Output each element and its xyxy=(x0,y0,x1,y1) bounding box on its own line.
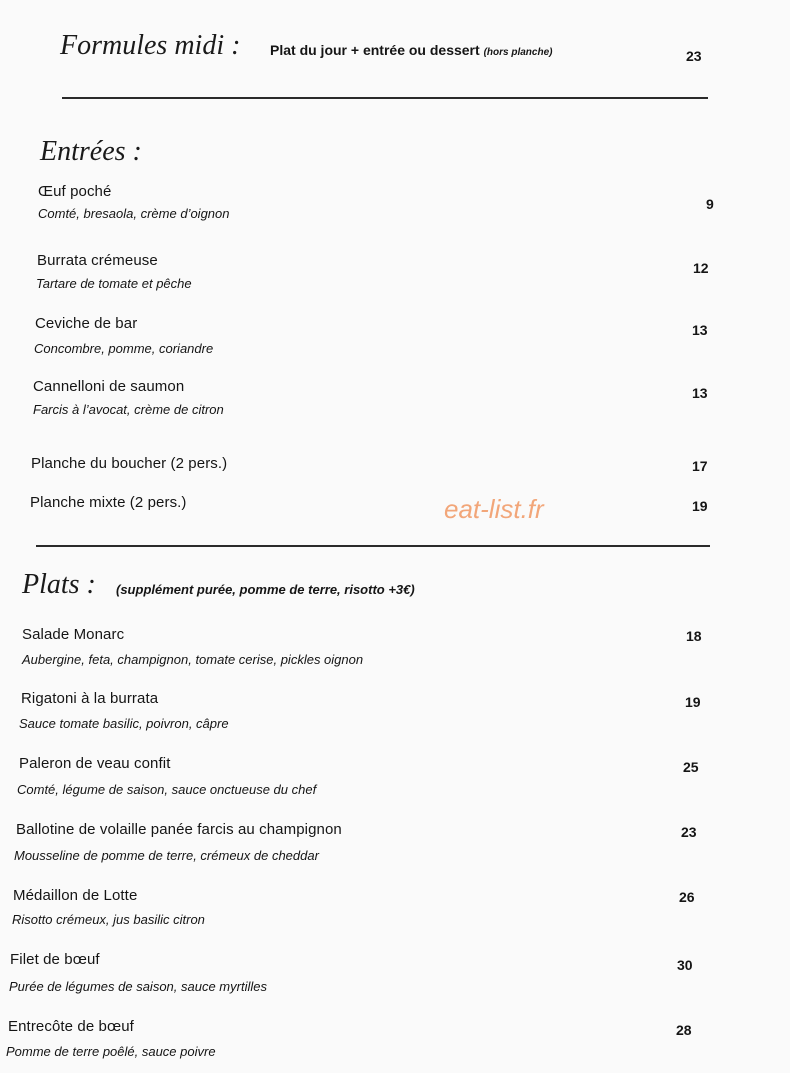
plat-name: Médaillon de Lotte xyxy=(13,887,138,904)
divider-middle xyxy=(36,545,710,547)
entree-name: Ceviche de bar xyxy=(35,315,138,332)
plat-name: Rigatoni à la burrata xyxy=(21,690,159,707)
formules-description xyxy=(270,42,552,58)
plat-desc: Risotto crémeux, jus basilic citron xyxy=(12,912,205,927)
plats-title: Plats : xyxy=(22,569,96,600)
entree-price: 12 xyxy=(693,260,709,276)
plat-name: Filet de bœuf xyxy=(10,951,100,968)
plat-desc: Purée de légumes de saison, sauce myrtilles xyxy=(9,979,267,994)
plat-name: Entrecôte de bœuf xyxy=(8,1018,134,1035)
plat-price: 26 xyxy=(679,889,695,905)
plat-desc: Comté, légume de saison, sauce onctueuse du chef xyxy=(17,782,317,797)
entrees-title: Entrées : xyxy=(40,136,142,167)
formules-price: 23 xyxy=(686,48,702,64)
divider-top xyxy=(62,97,708,99)
plat-desc: Mousseline de pomme de terre, crémeux de cheddar xyxy=(14,848,319,863)
plat-price: 19 xyxy=(685,694,701,710)
entree-price: 13 xyxy=(692,385,708,401)
entree-desc: Farcis à l’avocat, crème de citron xyxy=(33,402,224,417)
entree-price: 17 xyxy=(692,458,708,474)
formules-title: Formules midi : xyxy=(60,30,241,61)
entree-price: 19 xyxy=(692,498,708,514)
formules-note: (hors planche) xyxy=(483,47,553,58)
plat-desc: Sauce tomate basilic, poivron, câpre xyxy=(19,716,229,731)
plat-price: 28 xyxy=(676,1022,692,1038)
entree-name: Cannelloni de saumon xyxy=(33,378,185,395)
entree-price: 9 xyxy=(706,196,714,212)
plat-desc: Pomme de terre poêlé, sauce poivre xyxy=(6,1044,216,1059)
plat-price: 25 xyxy=(683,759,699,775)
plat-name: Paleron de veau confit xyxy=(19,755,171,772)
plat-name: Salade Monarc xyxy=(22,626,125,643)
plat-price: 23 xyxy=(681,824,697,840)
entree-name: Planche mixte (2 pers.) xyxy=(30,494,187,511)
entree-desc: Concombre, pomme, coriandre xyxy=(34,341,214,356)
plat-desc: Aubergine, feta, champignon, tomate cerise, pickles oignon xyxy=(22,652,364,667)
entree-desc: Tartare de tomate et pêche xyxy=(36,276,192,291)
entree-name: Œuf poché xyxy=(38,183,112,200)
entree-desc: Comté, bresaola, crème d’oignon xyxy=(38,206,230,221)
plat-price: 30 xyxy=(677,957,693,973)
plat-name: Ballotine de volaille panée farcis au champignon xyxy=(16,821,342,838)
entree-name: Planche du boucher (2 pers.) xyxy=(31,455,228,472)
formules-desc-text: Plat du jour + entrée ou dessert xyxy=(270,42,480,58)
plats-note: (supplément purée, pomme de terre, risotto +3€) xyxy=(116,582,415,597)
watermark: eat-list.fr xyxy=(444,494,544,524)
plat-price: 18 xyxy=(686,628,702,644)
entree-name: Burrata crémeuse xyxy=(37,252,158,269)
entree-price: 13 xyxy=(692,322,708,338)
